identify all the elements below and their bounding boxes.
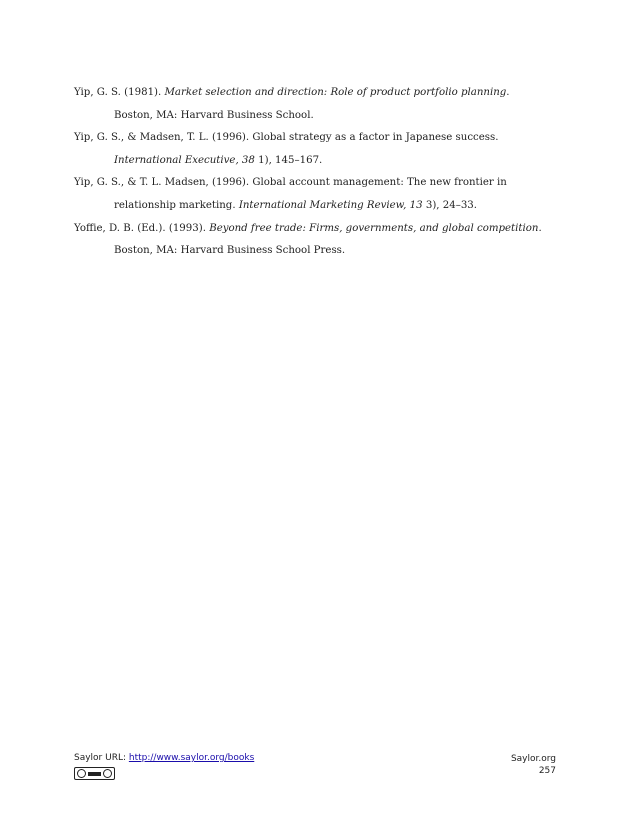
footer-source <box>74 753 254 763</box>
reference-list <box>74 82 544 263</box>
reference-entry <box>74 218 544 263</box>
footer-url-label: Saylor URL: <box>74 753 129 763</box>
reference-rest: 3), 24–33. <box>422 199 478 211</box>
reference-rest: . Boston, MA: Harvard Business School Press. <box>114 222 542 257</box>
cc-circle-icon <box>77 769 86 778</box>
page-footer <box>74 753 556 783</box>
reference-entry <box>74 82 544 127</box>
cc-circle-icon <box>103 769 112 778</box>
footer-page-info <box>511 753 556 777</box>
reference-title: Market selection and direction: Role of product portfolio planning <box>164 87 507 98</box>
reference-rest: 1), 145–167. <box>254 154 323 166</box>
reference-entry <box>74 127 544 172</box>
footer-site: Saylor.org <box>510 754 556 764</box>
reference-author: Yip, G. S., & T. L. Madsen, (1996). Global account management: The new frontier in relationship marketing. <box>74 177 507 211</box>
page-number: 257 <box>538 766 556 776</box>
reference-rest: . Boston, MA: Harvard Business School. <box>114 87 510 121</box>
reference-author: Yip, G. S., & Madsen, T. L. (1996). Global strategy as a factor in Japanese success. <box>74 132 499 144</box>
cc-license-icon[interactable] <box>74 767 115 780</box>
reference-entry <box>74 172 544 217</box>
reference-title: International Executive, 38 <box>114 154 255 166</box>
reference-author: Yoffie, D. B. (Ed.). (1993). <box>74 222 210 234</box>
reference-title: Beyond free trade: Firms, governments, and global competition <box>209 222 539 234</box>
cc-bar-icon <box>88 772 101 776</box>
reference-title: International Marketing Review, 13 <box>238 199 423 211</box>
reference-author: Yip, G. S. (1981). <box>74 87 165 98</box>
footer-url-link[interactable]: http://www.saylor.org/books <box>128 753 255 763</box>
